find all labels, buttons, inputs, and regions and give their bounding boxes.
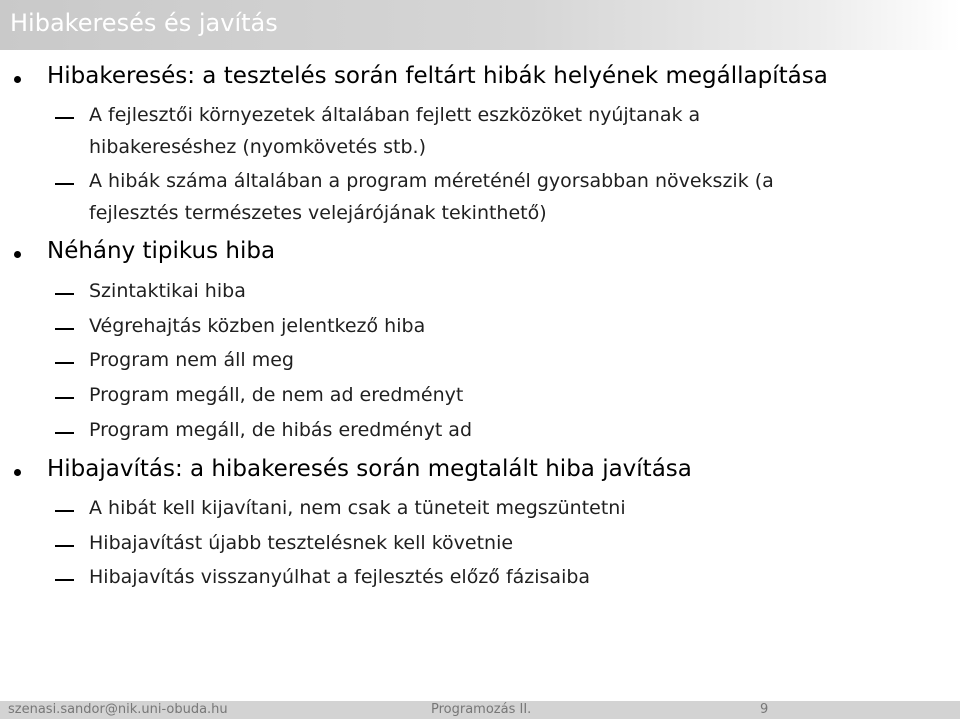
footer-email: szenasi.sandor@nik.uni-obuda.hu [8,702,228,717]
bullet-icon [14,76,21,83]
list-item: A hibát kell kijavítani, nem csak a tüneteit megszüntetni [89,497,626,519]
list-item-line: hibakereséshez (nyomkövetés stb.) [89,136,427,158]
section-heading: Hibakeresés: a tesztelés során feltárt hibák helyének megállapítása [47,63,828,89]
footer [0,701,960,719]
dash-icon [55,510,74,512]
list-item: Szintaktikai hiba [89,280,246,302]
list-item-line: A fejlesztői környezetek általában fejlett eszközöket nyújtanak a [89,104,701,126]
dash-icon [55,117,74,119]
section-heading: Néhány tipikus hiba [47,238,276,264]
bullet-icon [14,251,21,258]
list-item: Hibajavítást újabb tesztelésnek kell követnie [89,532,514,554]
list-item: Program nem áll meg [89,349,294,371]
dash-icon [55,545,74,547]
dash-icon [55,293,74,295]
list-item: Program megáll, de hibás eredményt ad [89,419,473,441]
bullet-icon [14,469,21,476]
footer-page-number: 9 [760,702,769,717]
dash-icon [55,397,74,399]
dash-icon [55,579,74,581]
list-item: Végrehajtás közben jelentkező hiba [89,315,426,337]
slide-title: Hibakeresés és javítás [10,9,278,37]
list-item: Program megáll, de nem ad eredményt [89,384,464,406]
list-item-line: fejlesztés természetes velejárójának tekinthető) [89,202,547,224]
list-item: Hibajavítás visszanyúlhat a fejlesztés előző fázisaiba [89,566,591,588]
section-heading: Hibajavítás: a hibakeresés során megtalált hiba javítása [47,456,692,482]
dash-icon [55,432,74,434]
footer-course: Programozás II. [431,702,532,717]
dash-icon [55,362,74,364]
list-item-line: A hibák száma általában a program méreténél gyorsabban növekszik (a [89,170,774,192]
title-bar [0,0,960,50]
dash-icon [55,328,74,330]
dash-icon [55,183,74,185]
